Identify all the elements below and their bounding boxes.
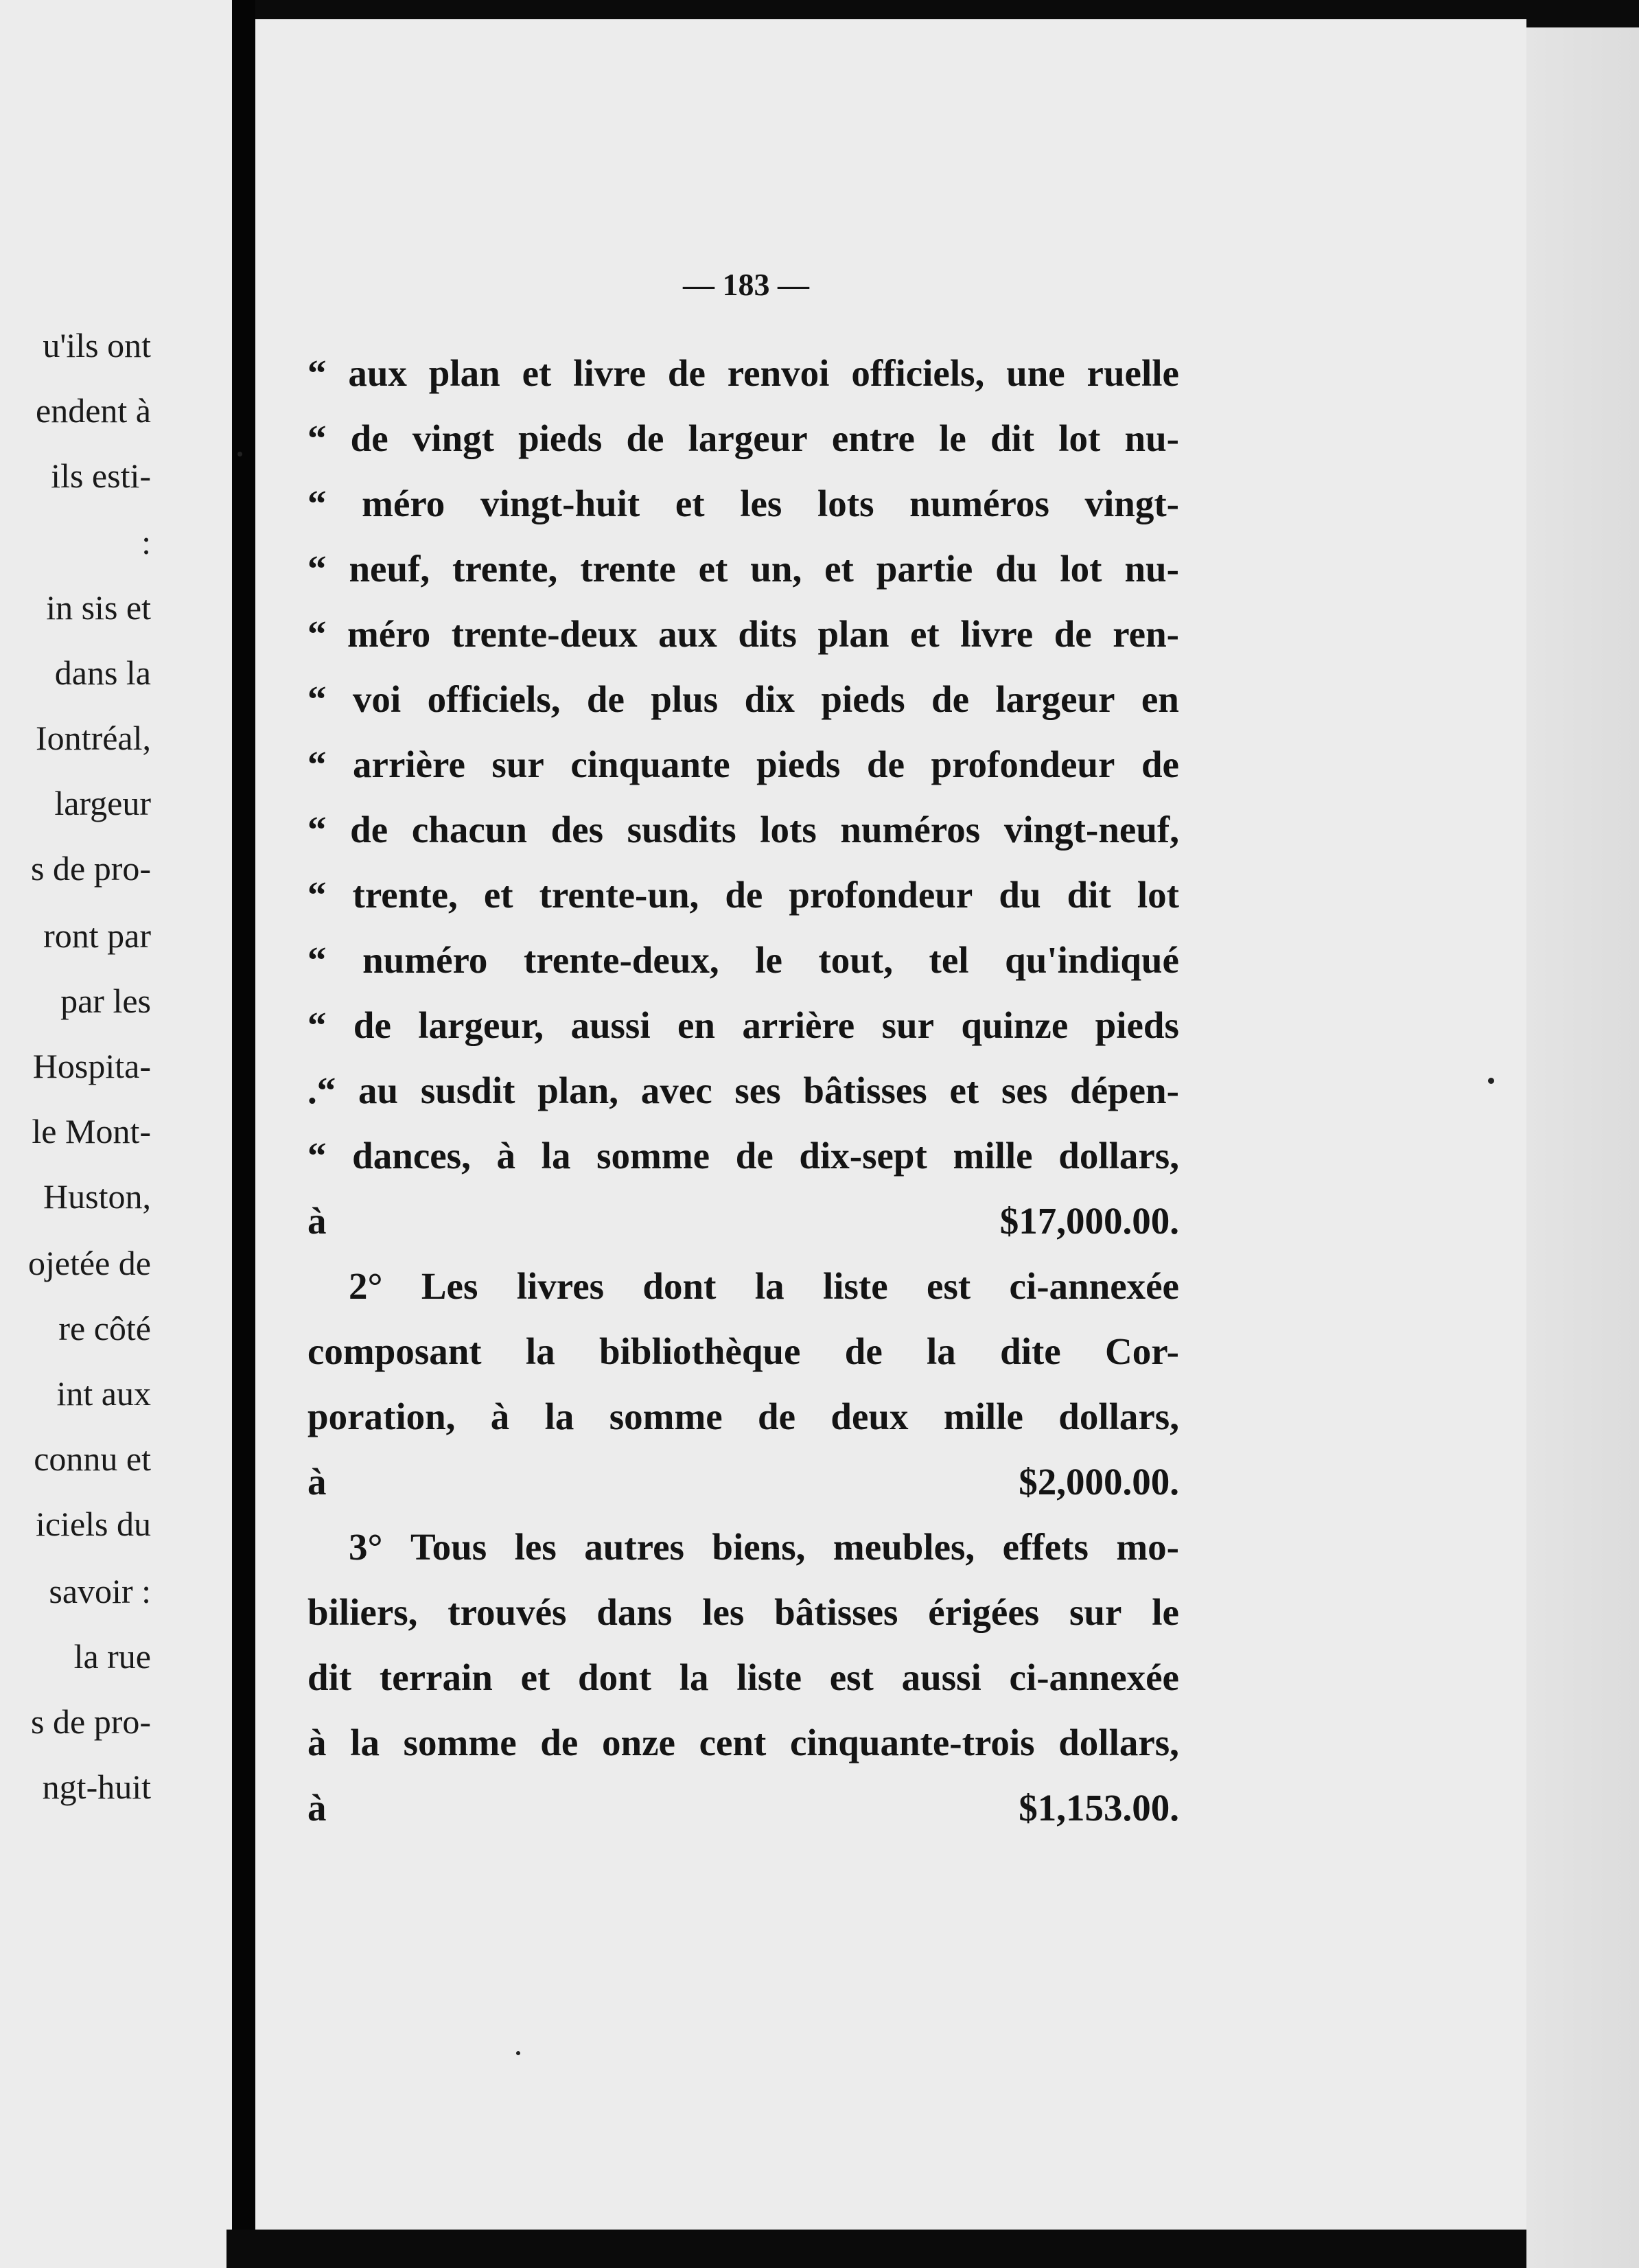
amount-line (307, 1449, 1179, 1514)
word: profondeur (931, 743, 1115, 785)
word: autres (584, 1526, 684, 1568)
word: .“ (307, 1069, 336, 1111)
word: mille (943, 1396, 1023, 1437)
word: et (520, 1656, 550, 1698)
word: dollars, (1058, 1722, 1179, 1763)
left-line: u'ils ont (43, 326, 151, 364)
text-line (307, 667, 1179, 732)
word: renvoi (727, 352, 830, 394)
word: avec (640, 1069, 712, 1111)
left-line: Iontréal, (36, 719, 151, 757)
left-line: Huston, (43, 1177, 151, 1216)
scan-speck (1488, 1078, 1494, 1084)
text-line (307, 1645, 1179, 1710)
word: numéros (840, 809, 981, 850)
word: dollars, (1058, 1135, 1179, 1177)
text-line (307, 862, 1179, 927)
word: livres (516, 1265, 605, 1307)
word: dit (1067, 874, 1111, 916)
word: et (522, 352, 552, 394)
left-line: endent à (36, 391, 151, 430)
page-number: — 183 — (683, 267, 809, 302)
scan-border (226, 2230, 1526, 2268)
left-line: iciels du (35, 1505, 151, 1543)
word: “ (307, 613, 327, 655)
text-line (307, 1319, 1179, 1384)
text-line (307, 797, 1179, 862)
word: dances, (352, 1135, 471, 1177)
word: de (844, 1330, 883, 1372)
word: arrière (353, 743, 465, 785)
word: trente (580, 548, 676, 590)
word: Tous (410, 1526, 487, 1568)
word: plan, (537, 1069, 618, 1111)
word: cent (699, 1722, 767, 1763)
word: érigées (928, 1591, 1040, 1633)
word: profondeur (789, 874, 973, 916)
word: mo- (1116, 1526, 1179, 1568)
text-line (307, 601, 1179, 667)
word: bibliothèque (599, 1330, 801, 1372)
word: trente-un, (539, 874, 699, 916)
word: “ (307, 939, 327, 981)
word: “ (307, 874, 327, 916)
word: nu- (1124, 417, 1179, 459)
word: de (353, 1004, 391, 1046)
word: 3° (349, 1526, 383, 1568)
amount-line (307, 1188, 1179, 1253)
word: chacun (411, 809, 527, 850)
word: trente, (352, 874, 458, 916)
word: numéro (362, 939, 488, 981)
word: dite (1000, 1330, 1061, 1372)
word: les (740, 483, 782, 524)
word: méro (347, 613, 431, 655)
word: pieds (1095, 1004, 1179, 1046)
amount-prefix: à (307, 1787, 327, 1829)
word: trente-deux, (523, 939, 719, 981)
word: les (514, 1526, 557, 1568)
word: officiels, (427, 678, 561, 720)
left-line: par les (60, 982, 151, 1020)
word: mille (953, 1135, 1033, 1177)
word: neuf, (349, 548, 430, 590)
left-line: dans la (54, 653, 151, 692)
word: la (679, 1656, 709, 1698)
word: dont (578, 1656, 652, 1698)
page-edge (1526, 27, 1639, 2268)
word: sur (1069, 1591, 1122, 1633)
word: de (1054, 613, 1092, 655)
word: et (698, 548, 728, 590)
word: liste (822, 1265, 888, 1307)
word: “ (307, 352, 327, 394)
word: aux (658, 613, 717, 655)
word: somme (609, 1396, 723, 1437)
amount-value: $2,000.00. (1019, 1461, 1179, 1503)
word: de (735, 1135, 774, 1177)
word: trente, (452, 548, 558, 590)
word: la (350, 1722, 380, 1763)
word: entre (831, 417, 915, 459)
word: “ (307, 743, 327, 785)
word: la (544, 1396, 574, 1437)
word: de (725, 874, 763, 916)
word: de (1141, 743, 1179, 785)
left-line: Hospita- (32, 1047, 151, 1085)
text-line (307, 1058, 1179, 1123)
text-line (307, 1710, 1179, 1775)
text-line (307, 1384, 1179, 1449)
word: dix-sept (799, 1135, 927, 1177)
amount-prefix: à (307, 1200, 327, 1242)
left-line: largeur (54, 784, 151, 822)
word: ren- (1113, 613, 1179, 655)
word: de (758, 1396, 796, 1437)
word: un, (750, 548, 802, 590)
word: ses (734, 1069, 781, 1111)
word: ses (1001, 1069, 1048, 1111)
word: dit (990, 417, 1035, 459)
scan-speck (516, 2051, 520, 2055)
word: qu'indiqué (1005, 939, 1179, 981)
word: terrain (379, 1656, 493, 1698)
word: dollars, (1058, 1396, 1179, 1437)
word: arrière (742, 1004, 855, 1046)
word: pieds (821, 678, 905, 720)
word: de (540, 1722, 579, 1763)
word: à (307, 1722, 327, 1763)
body-text (307, 340, 1179, 1840)
word: onze (601, 1722, 675, 1763)
word: effets (1002, 1526, 1089, 1568)
text-line (307, 406, 1179, 471)
word: lots (817, 483, 874, 524)
left-line: : (141, 523, 151, 562)
left-line: s de pro- (31, 849, 151, 888)
word: biens, (712, 1526, 806, 1568)
word: sur (491, 743, 544, 785)
word: la (927, 1330, 956, 1372)
word: tel (929, 939, 969, 981)
word: aussi (570, 1004, 651, 1046)
word: livre (960, 613, 1034, 655)
word: est (927, 1265, 971, 1307)
word: ruelle (1086, 352, 1179, 394)
word: dépen- (1070, 1069, 1179, 1111)
left-line: s de pro- (31, 1702, 151, 1741)
word: lot (1137, 874, 1179, 916)
word: plan (817, 613, 890, 655)
amount-value: $1,153.00. (1019, 1787, 1179, 1829)
left-line: le Mont- (32, 1112, 151, 1150)
word: plan (428, 352, 500, 394)
word: trouvés (447, 1591, 567, 1633)
left-line: re côté (58, 1309, 151, 1347)
word: partie (876, 548, 973, 590)
word: méro (362, 483, 445, 524)
word: bâtisses (803, 1069, 927, 1111)
word: et (909, 613, 940, 655)
book-gutter (232, 0, 255, 2268)
word: et (675, 483, 705, 524)
word: ci-annexée (1009, 1656, 1179, 1698)
text-line (307, 993, 1179, 1058)
word: “ (307, 809, 327, 850)
word: somme (403, 1722, 517, 1763)
left-line: int aux (56, 1374, 151, 1413)
left-line: savoir : (49, 1572, 151, 1610)
word: à (490, 1396, 510, 1437)
word: et (949, 1069, 979, 1111)
amount-line (307, 1775, 1179, 1840)
word: vingt-neuf, (1003, 809, 1179, 850)
left-page-fragment (0, 0, 232, 2268)
amount-prefix: à (307, 1461, 327, 1503)
word: nu- (1124, 548, 1179, 590)
word: dix (744, 678, 795, 720)
word: le (939, 417, 966, 459)
word: est (829, 1656, 874, 1698)
text-line (307, 340, 1179, 406)
text-line (307, 927, 1179, 993)
word: “ (307, 678, 327, 720)
left-line: ojetée de (27, 1244, 151, 1282)
word: de (350, 809, 388, 850)
word: de (586, 678, 625, 720)
word: plus (651, 678, 719, 720)
text-line (307, 1253, 1179, 1319)
word: Cor- (1105, 1330, 1179, 1372)
word: “ (307, 1135, 327, 1177)
word: largeur (995, 678, 1115, 720)
left-line: in sis et (46, 588, 151, 627)
word: dont (642, 1265, 717, 1307)
word: largeur, (418, 1004, 544, 1046)
word: cinquante-trois (790, 1722, 1035, 1763)
word: dit (307, 1656, 352, 1698)
word: “ (307, 1004, 327, 1046)
word: dits (738, 613, 797, 655)
word: poration, (307, 1396, 456, 1437)
left-line: la rue (73, 1637, 151, 1676)
word: à (496, 1135, 515, 1177)
word: de (626, 417, 664, 459)
word: trente-deux (451, 613, 638, 655)
word: une (1006, 352, 1065, 394)
word: “ (307, 417, 327, 459)
word: largeur (688, 417, 808, 459)
word: vingt (412, 417, 494, 459)
word: susdit (420, 1069, 515, 1111)
word: officiels, (851, 352, 985, 394)
word: lot (1058, 417, 1101, 459)
word: bâtisses (774, 1591, 898, 1633)
word: aussi (901, 1656, 981, 1698)
word: du (999, 874, 1041, 916)
amount-value: $17,000.00. (999, 1200, 1179, 1242)
word: susdits (627, 809, 736, 850)
word: numéros (909, 483, 1049, 524)
word: sur (881, 1004, 935, 1046)
word: cinquante (570, 743, 730, 785)
word: et (483, 874, 513, 916)
word: la (525, 1330, 555, 1372)
word: des (550, 809, 603, 850)
word: lots (760, 809, 817, 850)
word: de (931, 678, 969, 720)
scan-speck (237, 452, 242, 456)
word: Les (421, 1265, 478, 1307)
word: vingt- (1084, 483, 1179, 524)
word: du (995, 548, 1038, 590)
word: “ (307, 548, 327, 590)
word: “ (307, 483, 327, 524)
word: les (702, 1591, 745, 1633)
left-line: connu et (34, 1439, 151, 1478)
text-line (307, 536, 1179, 601)
word: tout, (818, 939, 893, 981)
word: la (541, 1135, 571, 1177)
word: dans (596, 1591, 673, 1633)
text-line (307, 1123, 1179, 1188)
word: en (677, 1004, 715, 1046)
word: de (350, 417, 388, 459)
word: le (1152, 1591, 1179, 1633)
word: vingt-huit (480, 483, 640, 524)
word: lot (1060, 548, 1102, 590)
text-line (307, 1514, 1179, 1579)
word: voi (352, 678, 402, 720)
word: meubles, (833, 1526, 975, 1568)
text-line (307, 732, 1179, 797)
word: somme (596, 1135, 710, 1177)
text-line (307, 1579, 1179, 1645)
left-line: ront par (43, 916, 151, 955)
word: pieds (756, 743, 841, 785)
word: liste (736, 1656, 802, 1698)
word: biliers, (307, 1591, 418, 1633)
word: aux (348, 352, 407, 394)
word: de (866, 743, 905, 785)
text-line (307, 471, 1179, 536)
left-line: ils esti- (51, 456, 151, 495)
word: de (667, 352, 706, 394)
word: quinze (961, 1004, 1069, 1046)
word: pieds (518, 417, 603, 459)
word: deux (830, 1396, 909, 1437)
word: au (358, 1069, 399, 1111)
word: en (1141, 678, 1179, 720)
left-line: ngt-huit (42, 1768, 151, 1806)
word: livre (573, 352, 647, 394)
word: la (754, 1265, 784, 1307)
word: et (824, 548, 854, 590)
word: 2° (349, 1265, 383, 1307)
word: ci-annexée (1009, 1265, 1179, 1307)
word: composant (307, 1330, 482, 1372)
word: le (755, 939, 782, 981)
